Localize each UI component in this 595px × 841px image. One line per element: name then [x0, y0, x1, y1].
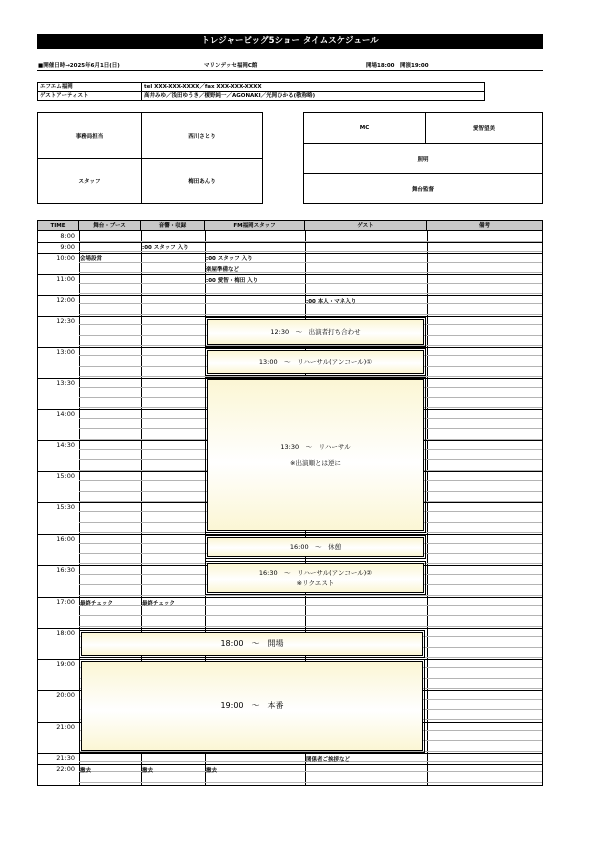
time-label: 15:30 [56, 503, 75, 511]
column-header-notes: 備考 [427, 221, 542, 231]
time-label: 22:00 [56, 765, 75, 773]
stage-entry: 撤去 [80, 768, 92, 774]
staff-table [37, 112, 263, 204]
event-label: 12:30 ～ 出演者打ち合わせ [270, 328, 361, 336]
page-title: トレジャービッグ5ショー タイムスケジュール [37, 34, 543, 49]
event-date: ■開催日時→2025年6月1日(日) [38, 63, 120, 69]
mc-name: 愛智望美 [472, 126, 495, 132]
contact-table [37, 82, 485, 101]
time-label: 19:00 [56, 660, 75, 668]
event-block [207, 319, 424, 345]
time-label: 8:00 [60, 232, 75, 240]
hour-divider [38, 253, 542, 254]
fm-staff-entry: 楽屋準備など [206, 267, 240, 273]
contact-row [38, 92, 484, 101]
row-divider [79, 782, 542, 783]
row-divider [79, 293, 542, 294]
hour-divider [38, 753, 542, 754]
row-divider [79, 376, 542, 377]
event-block [81, 661, 423, 751]
stage-entry: 会場設営 [80, 256, 103, 262]
hour-divider [38, 534, 542, 535]
time-label: 11:00 [56, 275, 75, 283]
hour-divider [38, 764, 542, 765]
time-label: 10:00 [56, 254, 75, 262]
sound-entry: :00 スタッフ 入り [142, 245, 189, 251]
row-divider [79, 272, 542, 273]
event-block [207, 563, 424, 593]
row-divider [79, 751, 542, 752]
schedule-table [37, 220, 543, 786]
row-divider [79, 345, 542, 346]
fm-staff-entry: 撤去 [206, 768, 218, 774]
time-label: 18:00 [56, 629, 75, 637]
event-label: 13:30 ～ リハーサル [280, 443, 351, 451]
contact-value: tel XXX-XXX-XXXX／fax XXX-XXX-XXXX [144, 84, 262, 90]
production-table [303, 112, 543, 204]
event-block [81, 632, 423, 656]
row-divider [79, 626, 542, 627]
column-header-sound: 音響・収録 [141, 221, 205, 231]
time-label: 20:00 [56, 691, 75, 699]
time-label: 17:00 [56, 598, 75, 606]
row-divider [79, 251, 542, 252]
time-label: 15:00 [56, 472, 75, 480]
event-open-times: 開場18:00 開演19:00 [366, 63, 429, 69]
event-venue: マリンデッセ福岡C館 [204, 63, 258, 69]
stage-entry: 最終チェック [80, 601, 113, 607]
sound-entry: 最終チェック [142, 601, 175, 607]
time-label: 21:00 [56, 723, 75, 731]
time-label: 21:30 [56, 754, 75, 762]
hour-divider [38, 659, 542, 660]
event-label: 19:00 ～ 本番 [220, 701, 284, 710]
manager-label: 事務局担当 [75, 133, 104, 140]
event-label: 18:00 ～ 開場 [220, 639, 284, 648]
stage-director-label: 舞台監督 [411, 186, 434, 193]
staff-label: スタッフ [78, 179, 101, 185]
event-note: ※出演順とは逆に [290, 459, 341, 467]
time-label: 14:30 [56, 441, 75, 449]
event-label: 16:00 ～ 休憩 [289, 543, 342, 551]
row-divider [79, 595, 542, 596]
event-block [207, 537, 424, 557]
hour-divider [38, 347, 542, 348]
info-divider [37, 70, 543, 71]
fm-staff-entry: :00 愛智・梅田 入り [206, 278, 259, 284]
mc-label: MC [359, 125, 370, 131]
event-block [207, 350, 424, 374]
column-header-stage: 舞台・ブース [79, 221, 141, 231]
time-label: 16:00 [56, 535, 75, 543]
row-divider [79, 657, 542, 658]
hour-divider [38, 628, 542, 629]
contact-label: エフエム福岡 [38, 83, 142, 92]
staff-name: 梅田あんり [188, 179, 216, 185]
fm-staff-entry: :00 スタッフ 入り [206, 256, 253, 262]
column-header-guest: ゲスト [305, 221, 427, 231]
event-block [207, 379, 424, 531]
time-label: 9:00 [60, 243, 75, 251]
hour-divider [38, 597, 542, 598]
guest-entry: :00 本人・マネ入り [306, 299, 357, 305]
time-label: 13:30 [56, 379, 75, 387]
manager-name: 西川さとり [188, 133, 216, 140]
guest-entry: 関係者ご挨拶など [306, 757, 351, 763]
column-header-time: TIME [38, 221, 79, 231]
hour-divider [38, 242, 542, 243]
time-label: 13:00 [56, 348, 75, 356]
event-note: ※リクエスト [296, 579, 335, 587]
row-divider [79, 283, 542, 284]
time-label: 16:30 [56, 566, 75, 574]
contact-row [38, 83, 484, 92]
event-label: 13:00 ～ リハーサル(アンコール)① [258, 358, 373, 366]
time-label: 12:00 [56, 296, 75, 304]
time-label: 12:30 [56, 317, 75, 325]
lighting-label: 照明 [417, 156, 429, 163]
time-label: 14:00 [56, 410, 75, 418]
hour-divider [38, 295, 542, 296]
contact-label: ゲストアーティスト [38, 92, 142, 101]
hour-divider [38, 274, 542, 275]
row-divider [79, 615, 542, 616]
hour-divider [38, 316, 542, 317]
column-header-fm-staff: FM福岡スタッフ [205, 221, 305, 231]
sound-entry: 撤去 [142, 768, 154, 774]
row-divider [79, 314, 542, 315]
event-label: 16:30 ～ リハーサル(アンコール)② [258, 569, 373, 577]
row-divider [79, 262, 542, 263]
row-divider [79, 532, 542, 533]
contact-value: 高井みゆ／浅田ゆうき／榎野純一／AGONAKI／光岡ひかる(敬称略) [144, 93, 316, 99]
